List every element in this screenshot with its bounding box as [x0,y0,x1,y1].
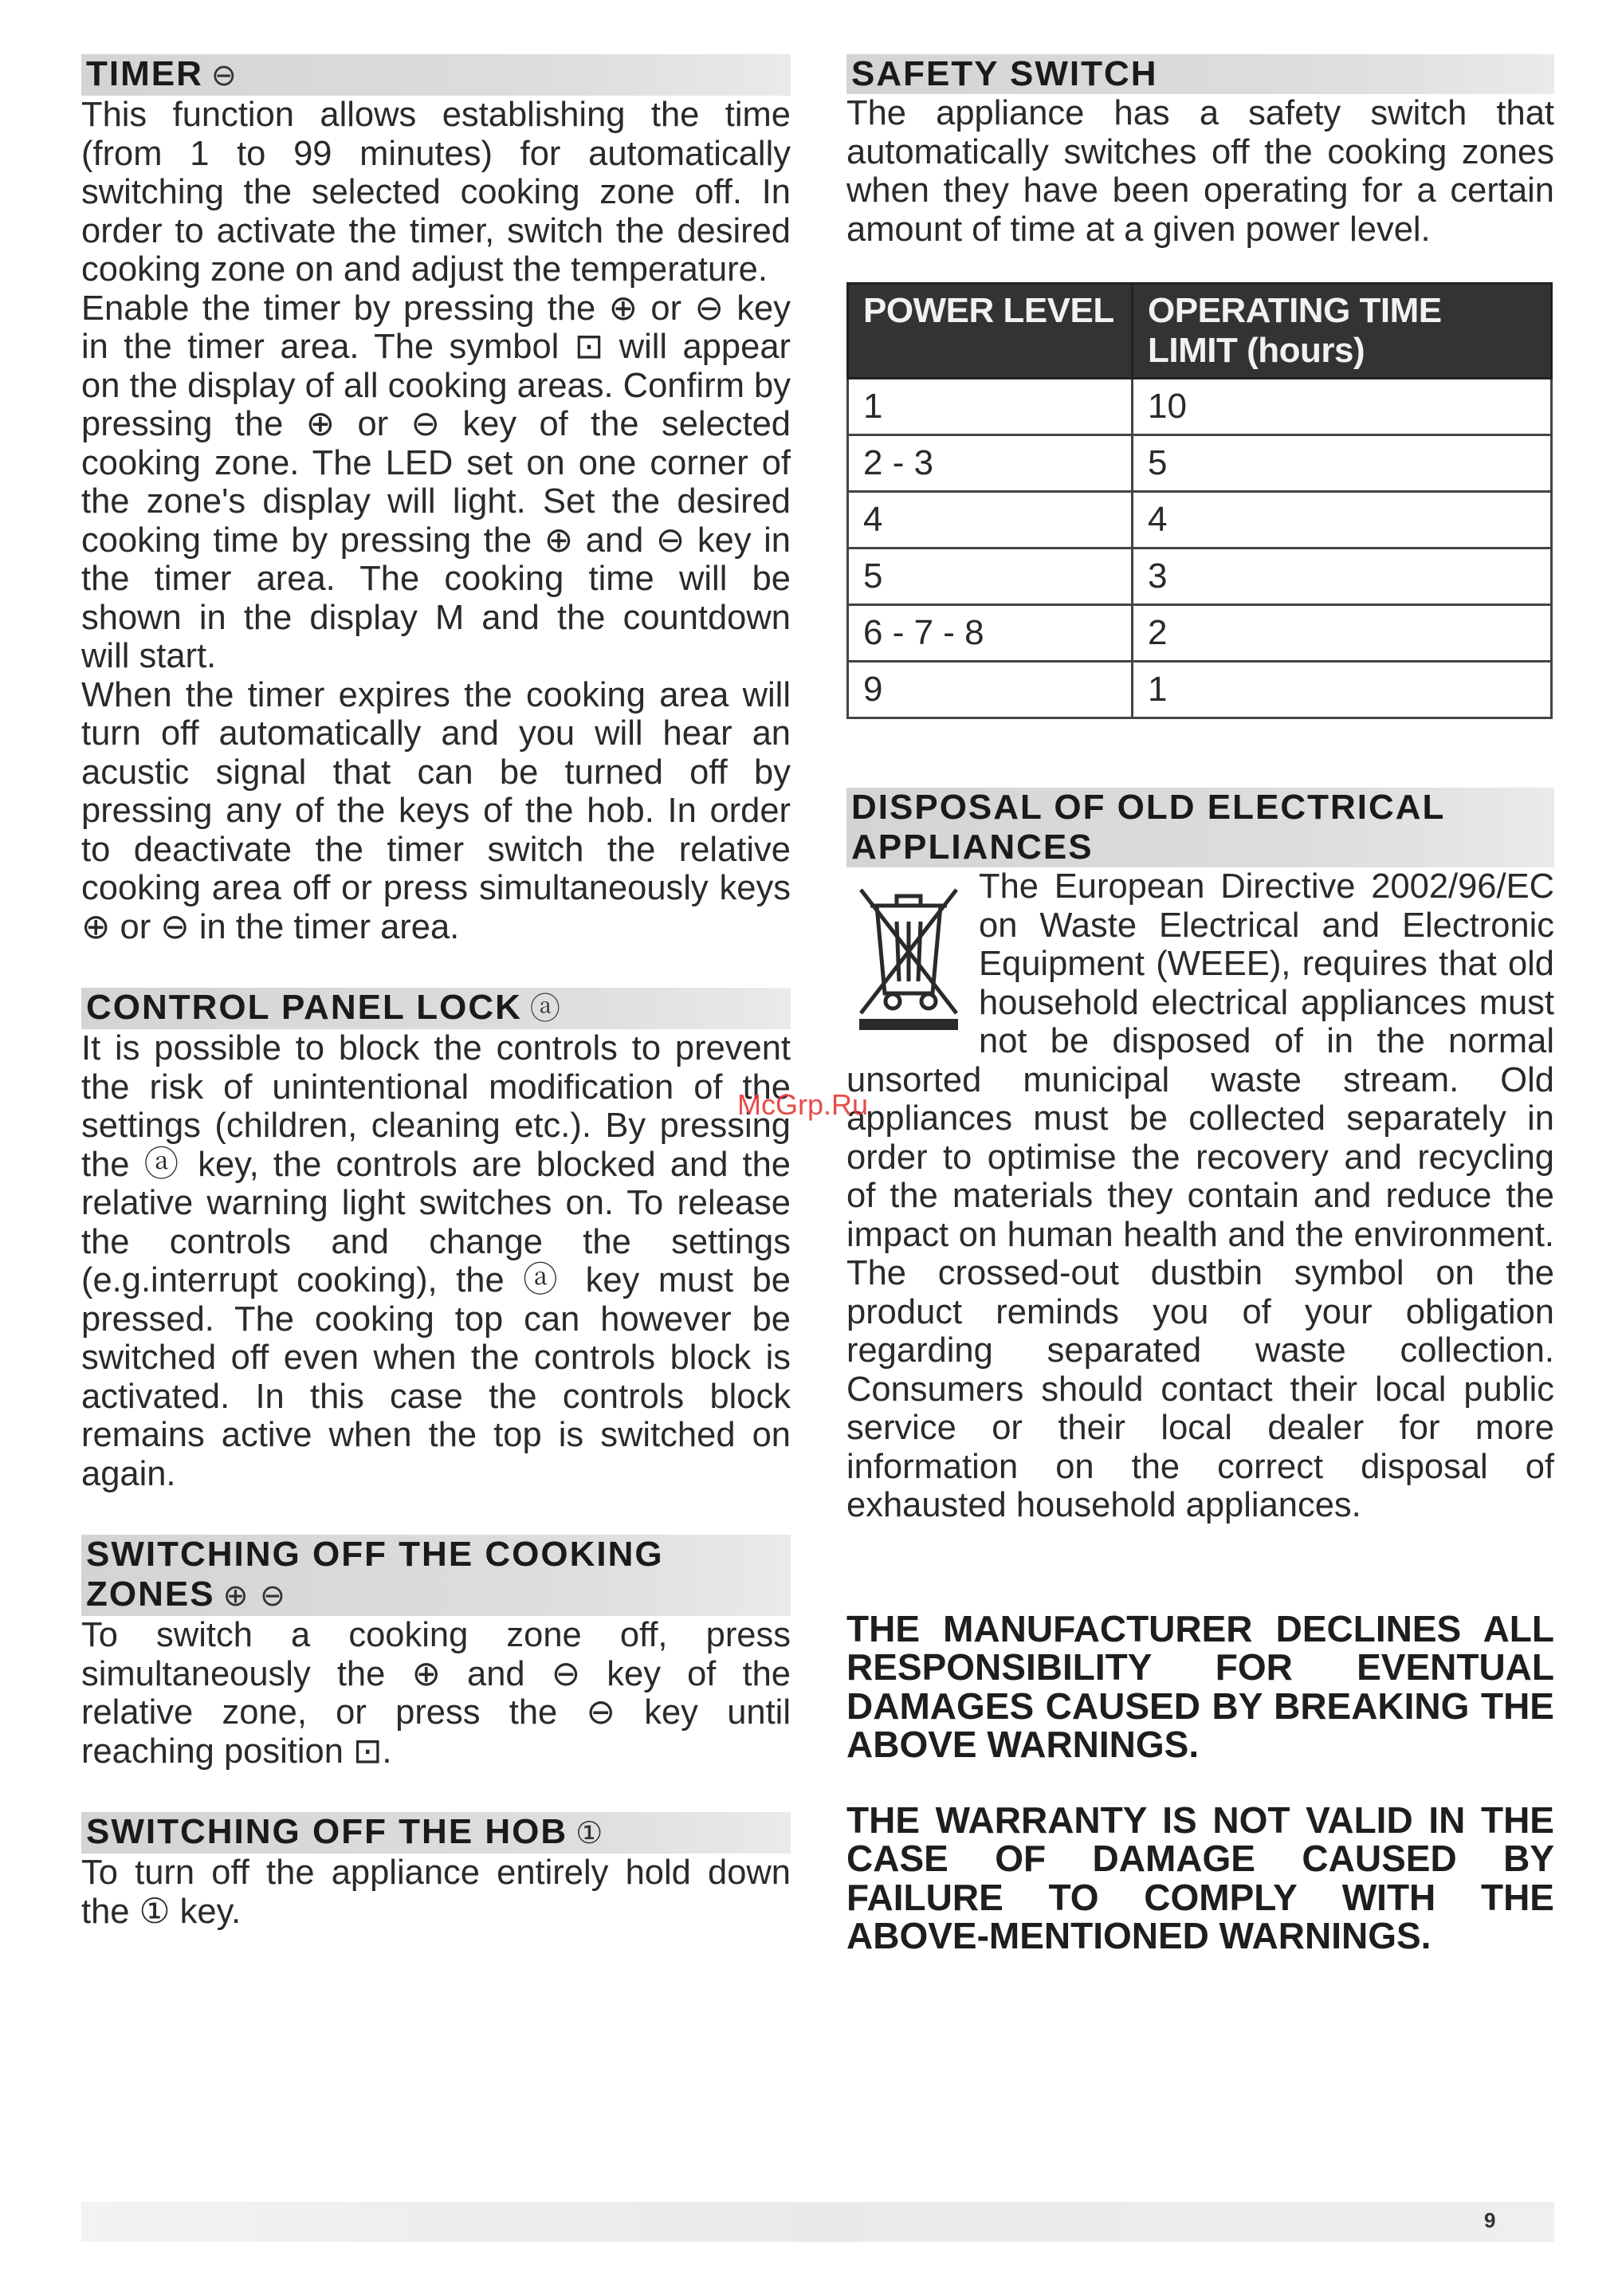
safety-heading: SAFETY SWITCH [846,54,1554,94]
crossed-out-bin-icon [853,874,964,1033]
timer-minus-icon: ⊖ [210,59,238,92]
timer-paragraph-1: This function allows establishing the time (from 1 to 99 minutes) for automatically switching the selected cooking zone off. In order to activate the timer, switch the desired cooking zone on and adjust the temperature. [81,96,791,289]
warranty-warning: THE WARRANTY IS NOT VALID IN THE CASE OF DAMAGE CAUSED BY FAILURE TO COMPLY WITH THE ABOVE-MENTIONED WARNINGS. [846,1799,1554,1956]
plus-minus-icon: ⊕ ⊖ [222,1579,287,1613]
footer-bar [81,2202,1554,2242]
table-row [848,662,1552,718]
hob-off-heading-text: SWITCHING OFF THE HOB [86,1812,568,1851]
disposal-paragraph: The European Directive 2002/96/EC on Waste Electrical and Electronic Equipment (WEEE), requires that old household electrical appliances must not be disposed of in the normal unsorted municipal waste stream. Old appliances must be collected separately in order to optimise the recovery and recycling of the materials they contain and reduce the impact on human health and the environment. The crossed-out dustbin symbol on the product reminds you of your obligation regarding separated waste collection. Consumers should contact their local public service or their local dealer for more information on the correct disposal of exhausted household appliances. [846,867,1554,1524]
watermark: McGrp.Ru [737,1088,869,1121]
table-cell: 2 - 3 [848,435,1133,492]
left-column [81,54,791,1931]
table-cell: 4 [1133,492,1552,548]
table-header-row [848,284,1552,379]
table-row [848,605,1552,662]
table-cell: 3 [1133,548,1552,605]
zones-off-heading [81,1535,791,1616]
table-cell: 5 [1133,435,1552,492]
table-cell: 6 - 7 - 8 [848,605,1133,662]
zones-off-heading-text: SWITCHING OFF THE COOKING ZONES [86,1535,664,1614]
lock-paragraph: It is possible to block the controls to prevent the risk of unintentional modification of the settings (children, cleaning etc.). By pressing the ⓐ key, the controls are blocked and the relative warning light switches on. To release the controls and change the settings (e.g.interrupt cooking), the ⓐ key must be pressed. The cooking top can however be switched off even when the controls block is activated. In this case the controls block remains active when the top is switched on again. [81,1029,791,1493]
lock-heading [81,988,791,1029]
hob-off-paragraph: To turn off the appliance entirely hold down the ① key. [81,1854,791,1931]
table-header-time-limit: OPERATING TIME LIMIT (hours) [1133,284,1552,379]
timer-paragraph-3: When the timer expires the cooking area will turn off automatically and you will hear an acustic signal that can be turned off by pressing any of the keys of the hob. In order to deactivate the timer switch the relative cooking area off or press simultaneously keys ⊕ or ⊖ in the timer area. [81,675,791,946]
hob-off-heading [81,1812,791,1854]
lock-heading-text: CONTROL PANEL LOCK [86,988,522,1027]
disposal-block [846,867,1554,1525]
table-row [848,492,1552,548]
table-row [848,548,1552,605]
table-cell: 4 [848,492,1133,548]
power-icon: ① [575,1817,605,1850]
timer-heading [81,54,791,96]
table-cell: 9 [848,662,1133,718]
power-limit-table [846,282,1553,719]
table-cell: 1 [848,379,1133,435]
zones-off-paragraph: To switch a cooking zone off, press simultaneously the ⊕ and ⊖ key of the relative zone, or press the ⊖ key until reaching position ⊡. [81,1616,791,1771]
lock-icon: ⓐ [529,993,562,1026]
table-cell: 5 [848,548,1133,605]
right-column [846,54,1554,1992]
manufacturer-warning: THE MANUFACTURER DECLINES ALL RESPONSIBILITY FOR EVENTUAL DAMAGES CAUSED BY BREAKING THE ABOVE WARNINGS. [846,1607,1554,1765]
table-cell: 10 [1133,379,1552,435]
table-row [848,379,1552,435]
disposal-heading: DISPOSAL OF OLD ELECTRICAL APPLIANCES [846,788,1554,867]
page-number: 9 [1484,2208,1496,2232]
timer-paragraph-2: Enable the timer by pressing the ⊕ or ⊖ key in the timer area. The symbol ⊡ will appear on the display of all cooking areas. Confirm by pressing the ⊕ or ⊖ key of the selected cooking zone. The LED set on one corner of the zone's display will light. Set the desired cooking time by pressing the ⊕ and ⊖ key in the timer area. The cooking time will be shown in the display M and the countdown will start. [81,289,791,675]
table-header-power-level: POWER LEVEL [848,284,1133,379]
safety-paragraph: The appliance has a safety switch that automatically switches off the cooking zones when they have been operating for a certain amount of time at a given power level. [846,94,1554,249]
timer-heading-text: TIMER [86,54,203,93]
table-cell: 1 [1133,662,1552,718]
table-cell: 2 [1133,605,1552,662]
table-row [848,435,1552,492]
